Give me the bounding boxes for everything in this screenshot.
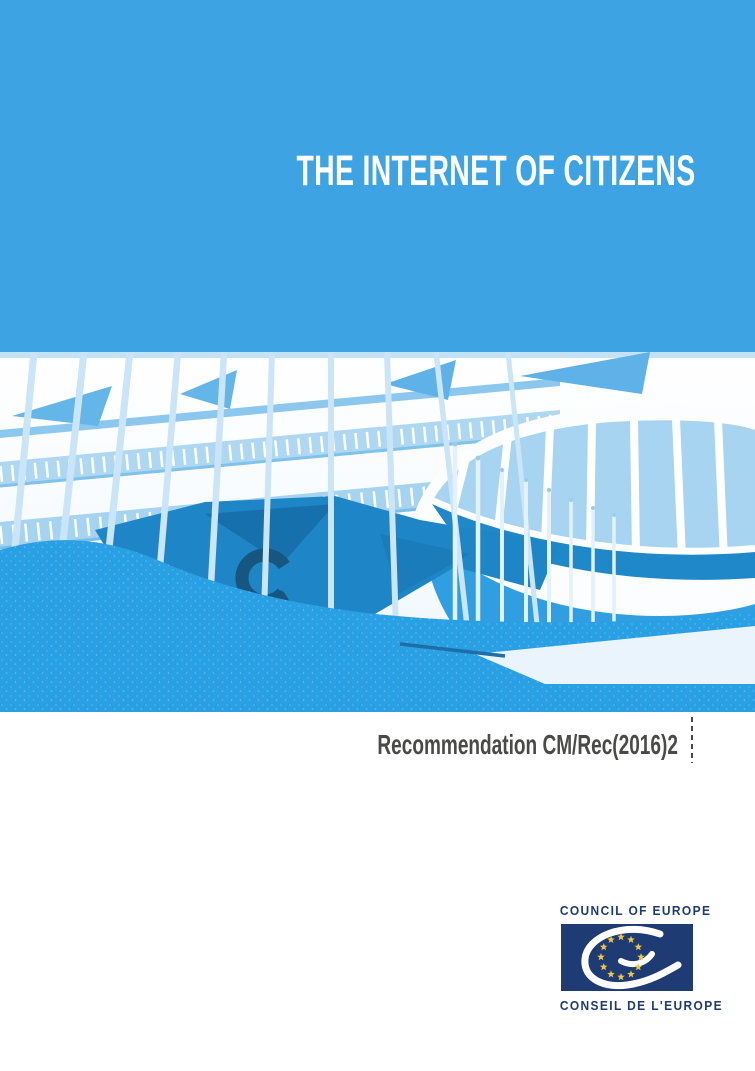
coe-logo-bottom-label: CONSEIL DE L'EUROPE bbox=[559, 998, 723, 1013]
coe-logo bbox=[554, 903, 723, 1013]
building-photo bbox=[0, 352, 755, 712]
coe-logo-top-label: COUNCIL OF EUROPE bbox=[559, 903, 712, 918]
cover-header-band bbox=[0, 0, 755, 352]
recommendation-label: Recommendation CM/Rec(2016)2 bbox=[377, 729, 678, 760]
dashed-divider-line bbox=[691, 717, 693, 763]
building-photo-illustration bbox=[0, 352, 755, 712]
coe-emblem-icon bbox=[561, 924, 693, 991]
cover-title: THE INTERNET OF CITIZENS bbox=[296, 147, 695, 195]
